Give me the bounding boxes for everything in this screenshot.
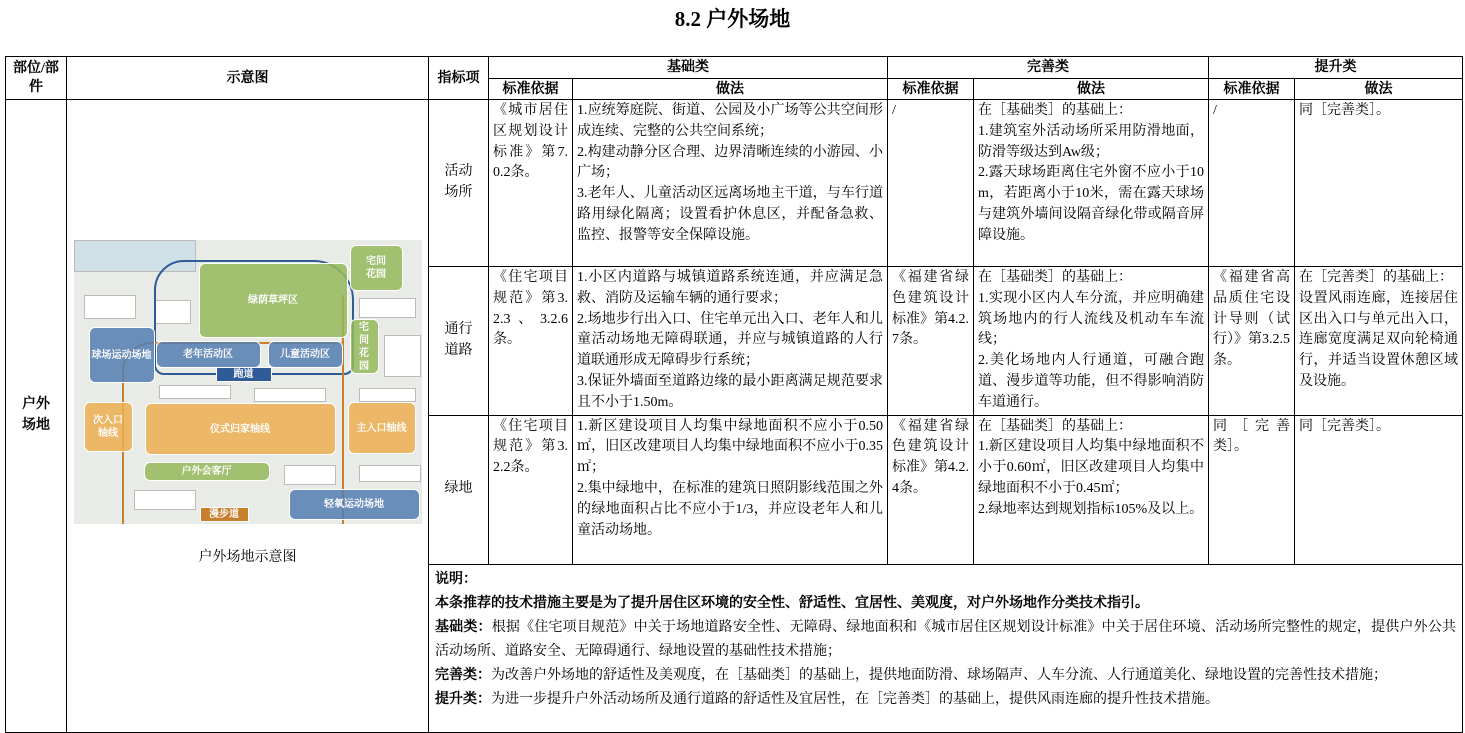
basic-standard: 《住宅项目规范》第3.2.3、3.2.6条。 <box>489 267 573 416</box>
header-indicator: 指标项 <box>429 57 489 100</box>
header-upgraded-practice: 做法 <box>1295 79 1463 100</box>
notes-upgraded-label: 提升类： <box>435 691 491 707</box>
outdoor-site-table <box>5 56 1463 733</box>
basic-practice: 1.新区建设项目人均集中绿地面积不应小于0.50㎡，旧区改建项目人均集中绿地面积不应小于0.35㎡； 2.集中绿地中，在标准的建筑日照阴影线范围之外的绿地面积占比不应小于1/3，并应设老年人和儿童活动场地。 <box>573 415 888 564</box>
zone-garden-top: 宅间花园 <box>350 245 403 291</box>
indicator: 活动场所 <box>429 100 489 267</box>
header-part: 部位/部件 <box>6 57 67 100</box>
basic-practice: 1.应统筹庭院、街道、公园及小广场等公共空间形成连续、完整的公共空间系统； 2.构建动静分区合理、边界清晰连续的小游园、小广场； 3.老年人、儿童活动区远离场地主干道，与车行道路用绿化隔离；设置看护休息区，并配备急救、监控、报警等安全保障设施。 <box>573 100 888 267</box>
improved-standard: 《福建省绿色建筑设计标准》第4.2.4条。 <box>888 415 974 564</box>
notes-improved-label: 完善类： <box>435 667 491 683</box>
diagram-caption: 户外场地示意图 <box>198 550 297 565</box>
header-upgraded-standard: 标准依据 <box>1209 79 1295 100</box>
header-improved-practice: 做法 <box>974 79 1209 100</box>
diagram-cell <box>67 100 429 733</box>
notes-upgraded-text: 为进一步提升户外活动场所及通行道路的舒适性及宜居性，在［完善类］的基础上，提供风雨连廊的提升性技术措施。 <box>491 691 1219 707</box>
zone-lawn: 绿荫草坪区 <box>199 263 348 338</box>
zone-light-sport: 轻氧运动场地 <box>289 489 420 520</box>
upgraded-practice: 在［完善类］的基础上： 设置风雨连廊，连接居住区出入口与单元出入口，连廊宽度满足双向轮椅通行，并适当设置休憩区域及设施。 <box>1295 267 1463 416</box>
indicator: 绿地 <box>429 415 489 564</box>
notes-intro: 本条推荐的技术措施主要是为了提升居住区环境的安全性、舒适性、宜居性、美观度，对户外场地作分类技术指引。 <box>435 595 1149 611</box>
zone-ball-court: 球场运动场地 <box>89 327 155 383</box>
walkway-label: 漫步道 <box>200 507 249 522</box>
notes-improved-text: 为改善户外场地的舒适性及美观度，在［基础类］的基础上，提供地面防滑、球场隔声、人车分流、人行通道美化、绿地设置的完善性技术措施； <box>491 667 1387 683</box>
notes <box>429 564 1463 732</box>
basic-practice: 1.小区内道路与城镇道路系统连通，并应满足急救、消防及运输车辆的通行要求； 2.场地步行出入口、住宅单元出入口、老年人和儿童活动场地无障碍联通，并应与城镇道路的人行道联通形成无障碍步行系统； 3.保证外墙面至道路边缘的最小距离满足规范要求且不小于1.50m。 <box>573 267 888 416</box>
zone-main-entrance-axis: 主入口轴线 <box>348 402 416 454</box>
zone-elderly: 老年活动区 <box>156 341 261 368</box>
header-improved: 完善类 <box>888 57 1209 79</box>
improved-standard: / <box>888 100 974 267</box>
notes-basic-label: 基础类： <box>435 619 492 635</box>
zone-children: 儿童活动区 <box>268 341 343 368</box>
upgraded-standard: 《福建省高品质住宅设计导则（试行）》第3.2.5条。 <box>1209 267 1295 416</box>
site-plan-diagram <box>74 240 422 524</box>
page-title: 8.2 户外场地 <box>674 7 791 31</box>
part-name: 户外场地 <box>6 100 67 733</box>
header-basic: 基础类 <box>489 57 888 79</box>
improved-practice: 在［基础类］的基础上： 1.建筑室外活动场所采用防滑地面，防滑等级达到Aw级； 2.露天球场距离住宅外窗不应小于10m，若距离小于10米，需在露天球场与建筑外墙间设隔音绿化带或隔音屏障设施。 <box>974 100 1209 267</box>
indicator: 通行道路 <box>429 267 489 416</box>
header-basic-practice: 做法 <box>573 79 888 100</box>
track-label: 跑道 <box>216 367 272 382</box>
improved-standard: 《福建省绿色建筑设计标准》第4.2.7条。 <box>888 267 974 416</box>
upgraded-standard: 同［完善类］。 <box>1209 415 1295 564</box>
basic-standard: 《城市居住区规划设计标准》第7.0.2条。 <box>489 100 573 267</box>
improved-practice: 在［基础类］的基础上： 1.新区建设项目人均集中绿地面积不小于0.60㎡，旧区改建项目人均集中绿地面积不小于0.45㎡； 2.绿地率达到规划指标105%及以上。 <box>974 415 1209 564</box>
table-row <box>6 100 1463 267</box>
header-improved-standard: 标准依据 <box>888 79 974 100</box>
notes-basic-text: 根据《住宅项目规范》中关于场地道路安全性、无障碍、绿地面积和《城市居住区规划设计标准》中关于居住环境、活动场所完整性的规定，提供户外公共活动场所、道路安全、无障碍通行、绿地设置的基础性技术措施； <box>435 619 1456 659</box>
notes-heading: 说明： <box>435 571 477 587</box>
basic-standard: 《住宅项目规范》第3.2.2条。 <box>489 415 573 564</box>
zone-secondary-entrance-axis: 次入口轴线 <box>84 402 133 452</box>
header-basic-standard: 标准依据 <box>489 79 573 100</box>
improved-practice: 在［基础类］的基础上： 1.实现小区内人车分流，并应明确建筑场地内的行人流线及机动车车流线； 2.美化场地内人行通道，可融合跑道、漫步道等功能，但不得影响消防车道通行。 <box>974 267 1209 416</box>
zone-garden-right: 宅间花园 <box>350 319 379 374</box>
header-diagram: 示意图 <box>67 57 429 100</box>
upgraded-practice: 同［完善类］。 <box>1295 415 1463 564</box>
zone-outdoor-living-room: 户外会客厅 <box>144 462 270 481</box>
header-upgraded: 提升类 <box>1209 57 1463 79</box>
upgraded-practice: 同［完善类］。 <box>1295 100 1463 267</box>
upgraded-standard: / <box>1209 100 1295 267</box>
zone-ceremonial-axis: 仪式归家轴线 <box>145 403 336 455</box>
